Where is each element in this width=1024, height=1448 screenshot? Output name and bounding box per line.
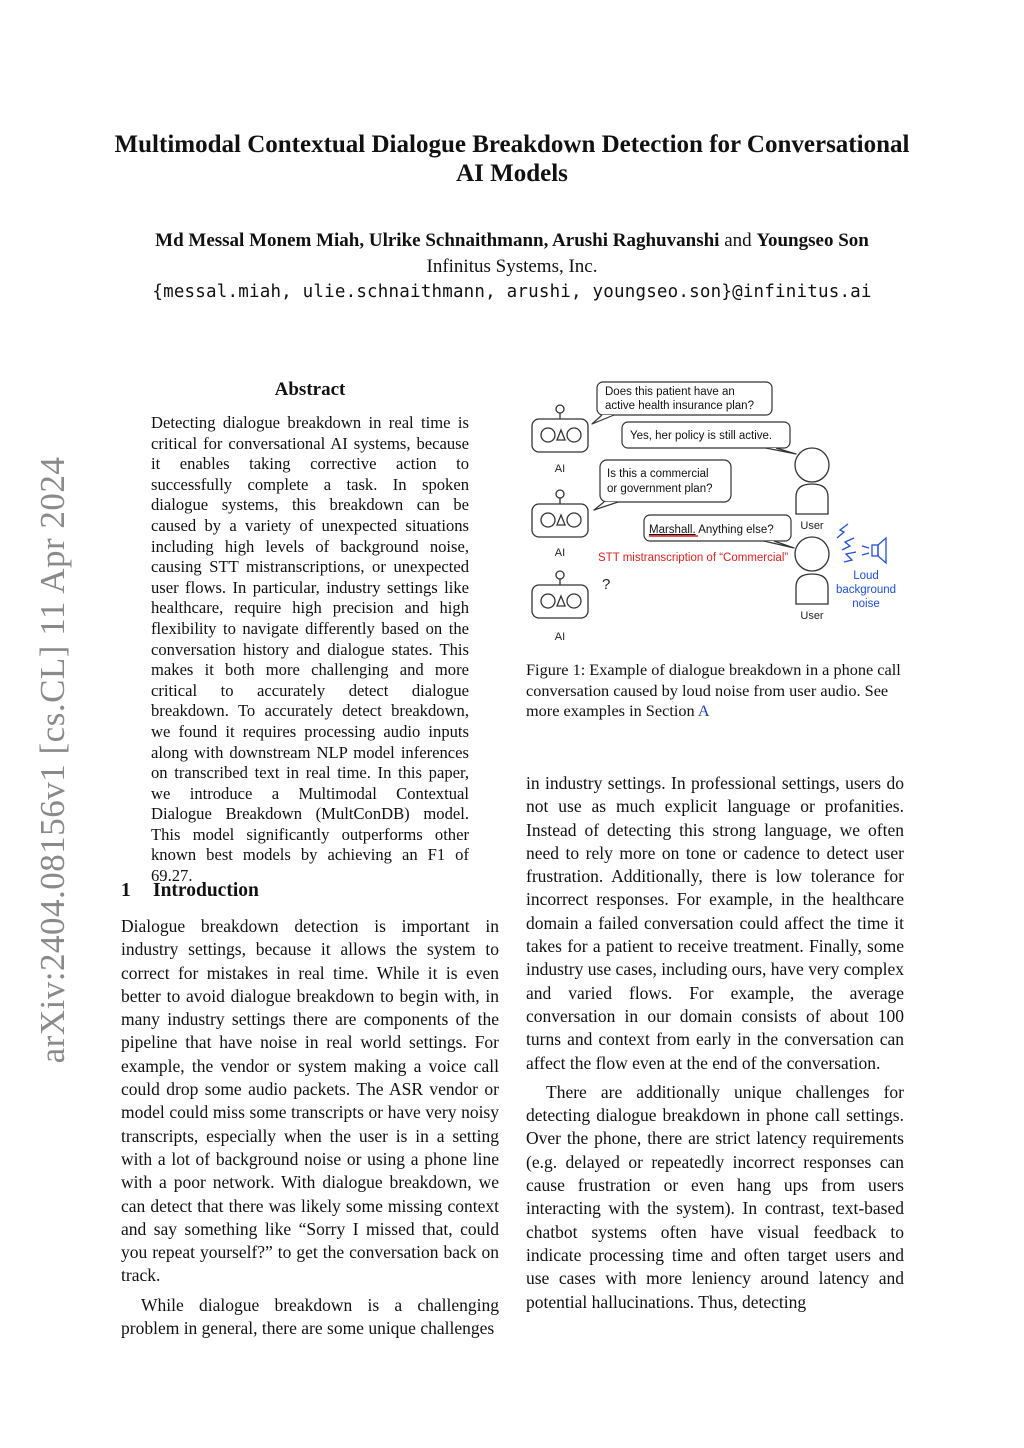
left-column-body <box>121 915 499 1346</box>
abstract-heading: Abstract <box>274 379 346 400</box>
paragraph: in industry settings. In professional settings, users do not use as much explicit language or profanities. Instead of detecting this strong language, we often need to rely more on tone or cadence to detect user frustration. Additionally, there is low tolerance for incorrect responses. For example, in the healthcare domain a failed conversation could affect the time it takes for a patient to receive treatment. Finally, some industry use cases, including ours, have very complex and varied flows. For example, the average conversation in our domain consists of about 100 turns and context from early in the conversation can affect the flow even at the end of the conversation. <box>526 773 904 1073</box>
authors-last: Youngseo Son <box>756 230 869 251</box>
bubble-1-line-2: active health insurance plan? <box>605 400 754 412</box>
ai-robot-icon <box>532 571 588 618</box>
abstract-text: Detecting dialogue breakdown in real time is critical for conversational AI systems, because it enables taking corrective action to successfully complete a task. In spoken dialogue systems, this breakdown can be caused by a variety of unexpected situations including high levels of background noise, causing STT mistranscriptions, or unexpected user flows. In particular, industry settings like healthcare, require high precision and high flexibility to navigate differently based on the conversation history and dialogue states. This makes it both more challenging and more critical to accurately detect dialogue breakdown. To accurately detect breakdown, we found it requires processing audio inputs along with downstream NLP model inferences on transcribed text in real time. In this paper, we introduce a Multimodal Contextual Dialogue Breakdown (MultConDB) model. This model significantly outperforms other known best models by achieving an F1 of 69.27. <box>151 413 469 886</box>
noise-label-line-2: background <box>835 584 897 596</box>
bubble-3-line-1: Is this a commercial <box>607 468 709 480</box>
ai-robot-icon <box>532 490 588 537</box>
bubble-4-text <box>649 524 774 536</box>
bubble-4-rest: Anything else? <box>695 524 774 536</box>
right-column-body <box>526 772 904 1320</box>
ai-label: AI <box>554 631 566 643</box>
figure-1-dialogue-diagram <box>526 378 906 646</box>
section-heading-introduction <box>121 880 259 902</box>
author-list <box>60 230 964 252</box>
ai-label: AI <box>554 463 566 475</box>
user-label: User <box>800 610 824 622</box>
user-person-icon <box>795 448 829 514</box>
mistranscription-label: STT mistranscription of “Commercial” <box>598 552 789 564</box>
noise-label-line-1: Loud <box>853 570 879 582</box>
arxiv-sidebar-stamp <box>28 456 78 1064</box>
noise-label-line-3: noise <box>852 598 880 610</box>
loudspeaker-icon <box>862 538 886 563</box>
figure-1-caption <box>526 660 906 722</box>
section-title: Introduction <box>153 880 259 901</box>
user-person-icon <box>795 537 829 604</box>
authors-and: and <box>719 230 757 251</box>
noise-waves-icon <box>837 524 856 562</box>
paragraph: Dialogue breakdown detection is important in industry settings, because it allows the system to correct for mistakes in real time. While it is even better to avoid dialogue breakdown to begin with, in many industry settings there are components of the pipeline that have noise in real world settings. For example, the vendor or system making a voice call could drop some audio packets. The ASR vendor or model could miss some transcripts or have very noisy transcripts, especially when the user is in a setting with a lot of background noise or using a phone line with a poor network. With dialogue breakdown, we can detect that there was likely some missing context and say something like “Sorry I missed that, could you repeat yourself?” to get the conversation back on track. <box>121 916 499 1286</box>
paragraph: While dialogue breakdown is a challenging problem in general, there are some unique challenges <box>121 1294 499 1339</box>
caption-text: Figure 1: Example of dialogue breakdown in a phone call conversation caused by loud noise from user audio. See more examples in Section <box>526 660 901 721</box>
ai-label: AI <box>554 547 566 559</box>
affiliation: Infinitus Systems, Inc. <box>426 256 598 277</box>
paper-title: Multimodal Contextual Dialogue Breakdown Detection for Conversational AI Models <box>114 131 910 187</box>
ai-robot-icon <box>532 405 588 452</box>
arxiv-id: arXiv:2404.08156v1 [cs.CL] 11 Apr 2024 <box>33 456 72 1064</box>
section-a-link[interactable]: A <box>697 701 710 721</box>
bubble-1-line-1: Does this patient have an <box>605 386 735 398</box>
authors-main: Md Messal Monem Miah, Ulrike Schnaithmann, Arushi Raghuvanshi <box>155 230 720 251</box>
user-label: User <box>800 520 824 532</box>
bubble-2-text: Yes, her policy is still active. <box>630 430 773 442</box>
section-number: 1 <box>121 880 131 901</box>
paragraph: There are additionally unique challenges for detecting dialogue breakdown in phone call settings. Over the phone, there are strict latency requirements (e.g. delayed or repeatedly incorrect responses can cause frustration or even hang ups from users interacting with the system). In contrast, text-based chatbot systems often have visual feedback to indicate processing time and often target users and use cases with more leniency around latency and potential hallucinations. Thus, detecting <box>526 1081 904 1312</box>
mistranscribed-word: Marshall. <box>649 524 696 536</box>
confused-question-mark: ? <box>602 576 611 593</box>
bubble-3-line-2: or government plan? <box>607 483 713 495</box>
author-emails: {messal.miah, ulie.schnaithmann, arushi, youngseo.son}@infinitus.ai <box>152 282 872 302</box>
